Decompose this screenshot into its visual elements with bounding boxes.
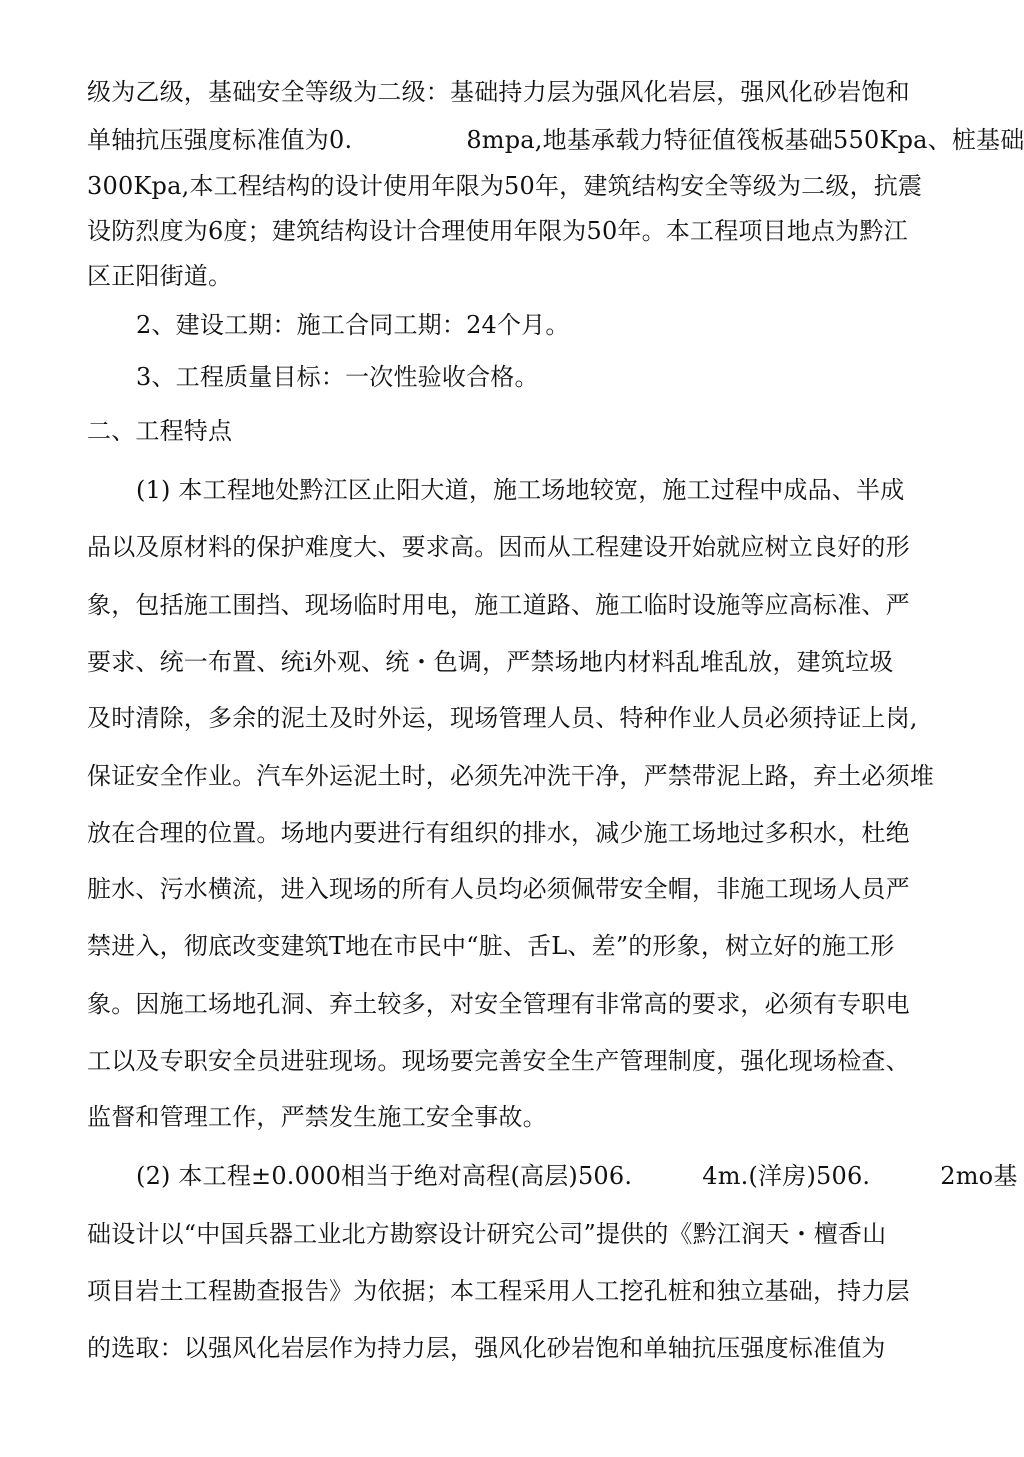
- paragraph-1-line-10: 象。因施工场地孔洞、弃土较多，对安全管理有非常高的要求，必须有专职电: [87, 990, 910, 1018]
- text-line-5: 区正阳街道。: [87, 262, 233, 290]
- paragraph-1-line-4: 要求、统一布置、统i外观、统・色调，严禁场地内材料乱堆乱放，建筑垃圾: [87, 648, 894, 676]
- text-segment-p2c: 2mo基: [940, 1162, 1018, 1190]
- paragraph-1-line-3: 象，包括施工围挡、现场临时用电，施工道路、施工临时设施等应高标准、严: [87, 591, 910, 619]
- paragraph-1-line-9: 禁进入，彻底改变建筑T地在市民中“脏、舌L、差”的形象，树立好的施工形: [87, 932, 895, 960]
- paragraph-2-line-1: [136, 1160, 1018, 1192]
- text-line-3: 300Kpa,本工程结构的设计使用年限为50年，建筑结构安全等级为二级，抗震: [87, 172, 923, 200]
- text-line-6: 2、建设工期：施工合同工期：24个月。: [136, 311, 570, 339]
- paragraph-1-line-2: 品以及原材料的保护难度大、要求高。因而从工程建设开始就应树立良好的形: [87, 533, 910, 561]
- paragraph-1-line-5: 及时清除，多余的泥土及时外运，现场管理人员、特种作业人员必须持证上岗,: [87, 704, 918, 732]
- text-segment-2b: 8mpa,地基承载力特征值筏板基础550Kpa、桩基础: [466, 126, 1024, 154]
- text-line-2: [87, 124, 1024, 156]
- paragraph-1-line-1: (1) 本工程地处黔江区止阳大道，施工场地较宽，施工过程中成品、半成: [136, 476, 905, 504]
- text-line-7: 3、工程质量目标：一次性验收合格。: [136, 363, 539, 391]
- paragraph-1-line-8: 脏水、污水横流，进入现场的所有人员均必须佩带安全帽，非施工现场人员严: [87, 875, 910, 903]
- section-heading: 二、工程特点: [87, 417, 233, 445]
- text-segment-2a: 单轴抗压强度标准值为0.: [87, 126, 353, 154]
- paragraph-1-line-7: 放在合理的位置。场地内要进行有组织的排水，减少施工场地过多积水，杜绝: [87, 819, 910, 847]
- paragraph-1-line-11: 工以及专职安全员进驻现场。现场要完善安全生产管理制度，强化现场检查、: [87, 1047, 910, 1075]
- paragraph-2-line-2: 础设计以“中国兵器工业北方勘察设计研究公司”提供的《黔江润天・檀香山: [87, 1220, 887, 1248]
- text-segment-p2b: 4m.(洋房)506.: [702, 1162, 871, 1190]
- paragraph-1-line-6: 保证安全作业。汽车外运泥土时，必须先冲洗干净，严禁带泥上路，弃土必须堆: [87, 762, 934, 790]
- paragraph-2-line-3: 项目岩土工程勘查报告》为依据；本工程采用人工挖孔桩和独立基础，持力层: [87, 1277, 910, 1305]
- paragraph-2-line-4: 的选取：以强风化岩层作为持力层，强风化砂岩饱和单轴抗压强度标准值为: [87, 1334, 886, 1362]
- paragraph-1-line-12: 监督和管理工作，严禁发生施工安全事故。: [87, 1103, 547, 1131]
- text-line-4: 设防烈度为6度；建筑结构设计合理使用年限为50年。本工程项目地点为黔江: [87, 217, 908, 245]
- text-line-1: 级为乙级，基础安全等级为二级：基础持力层为强风化岩层，强风化砂岩饱和: [87, 78, 910, 106]
- text-segment-p2a: (2) 本工程±0.000相当于绝对高程(高层)506.: [136, 1162, 633, 1190]
